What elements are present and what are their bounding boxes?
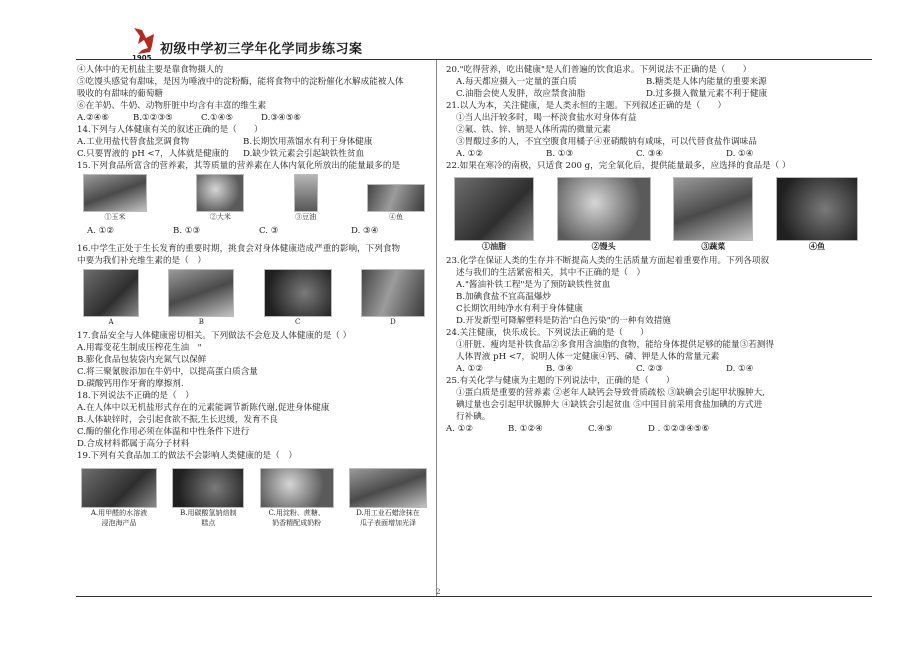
q18-option-d[interactable]: D.合成材料都属于高分子材料	[77, 439, 190, 449]
q15-image-rice	[196, 174, 244, 222]
q16-image-a[interactable]	[83, 269, 139, 327]
q23-stem-line1: 23.化学在保证人类的生存并不断提高人类的生活质量方面起着重要作用。下列各项叙	[446, 256, 770, 266]
fish-photo	[367, 184, 425, 212]
q16-caption-b: B	[198, 318, 204, 326]
q21-option-b[interactable]: B. ①③	[546, 149, 574, 159]
q16-stem-line1: 16.中学生正处于生长发育的重要时期，挑食会对身体健康造成严重的影响，下列食物	[77, 244, 401, 254]
rice-photo	[196, 174, 244, 212]
q21-statement-2: ②氟、铁、锌、钠是人体所需的微量元素	[456, 125, 611, 135]
q25-option-d[interactable]: D . ①②③④⑤⑥	[648, 424, 710, 434]
logo-year: 1905	[132, 54, 152, 62]
q16-photo-d	[361, 269, 425, 317]
q20-options-ab	[446, 76, 866, 88]
q23-option-d[interactable]: D.开发新型可降解塑料是防治"白色污染"的一种有效措施	[456, 316, 671, 326]
q22-photo-fish	[776, 177, 858, 241]
q19-caption-d-1: D.用工业石蜡涂抹在	[356, 509, 420, 517]
q16-photo-c	[264, 269, 332, 317]
q22-photo-vegetables	[673, 177, 753, 241]
q15-caption-3: ③豆油	[295, 213, 317, 221]
q16-image-c[interactable]	[264, 269, 332, 327]
q15-option-d[interactable]: D. ③④	[351, 226, 379, 236]
q19-photo-c	[260, 468, 334, 508]
q15-caption-4: ④鱼	[388, 213, 403, 221]
q17-stem: 17.食品安全与人体健康密切相关。下列做法不会危及人体健康的是（ ）	[77, 331, 352, 341]
q24-option-c[interactable]: C. ②③	[636, 364, 664, 374]
q14-option-c[interactable]: C.只要胃液的 pH <7，人体就是健康的	[77, 149, 229, 159]
q19-caption-c-1: C.用淀粉、蔗糖、	[268, 509, 325, 517]
q19-images	[77, 468, 431, 528]
school-logo-icon	[130, 26, 156, 62]
q15-image-corn	[83, 174, 147, 222]
q19-caption-a-2: 浸泡海产品	[101, 519, 137, 527]
q18-option-b[interactable]: B.人体缺锌时，会引起食欲不振,生长迟缓，发育不良	[77, 415, 278, 425]
q16-caption-a: A	[108, 318, 114, 326]
q22-stem: 22.如果在寒冷的南极，只适食 200 g，完全氧化后，提供能量最多，应选择的食品是（ ）	[446, 161, 791, 171]
q15-option-c[interactable]: C. ③	[259, 226, 279, 236]
q14-option-b[interactable]: B.长期饮用蒸馏水有利于身体健康	[243, 137, 373, 147]
q22-image-bun[interactable]	[557, 177, 651, 251]
right-column	[446, 64, 866, 435]
q15-image-oil	[294, 174, 318, 222]
q20-options-cd	[446, 88, 866, 100]
column-divider	[436, 60, 437, 596]
q16-photo-a	[83, 269, 139, 317]
q14-option-a[interactable]: A.工业用盐代替食盐烹调食物	[77, 137, 190, 147]
q20-stem: 20."吃得营养，吃出健康"是人们普遍的饮食追求。下列说法不正确的是（ ）	[446, 65, 752, 75]
q19-stem: 19.下列有关食品加工的做法不会影响人类健康的是（ ）	[77, 451, 297, 461]
q24-statement-1: ①肝脏、瘦肉是补铁食品②多食用含油脂的食物，能给身体提供足够的能量③若测得	[456, 340, 774, 350]
q17-option-b[interactable]: B.膨化食品包装袋内充氮气以保鲜	[77, 355, 207, 365]
q23-stem-line2: 述与我们的生活紧密相关，其中不正确的是（ ）	[456, 268, 646, 278]
q17-option-a[interactable]: A.用霉变花生制成压榨花生油 "	[77, 343, 202, 353]
q20-option-a[interactable]: A.每天都应摄入一定量的蛋白质	[456, 77, 577, 87]
q16-caption-c: C	[294, 318, 301, 326]
q18-option-c[interactable]: C.酶的催化作用必须在体温和中性条件下进行	[77, 427, 250, 437]
q19-image-d[interactable]	[349, 468, 427, 528]
q21-statement-3: ③胃酸过多的人，不宜空腹食用橘子④亚硝酸钠有咸味，可以代替食盐作调味品	[456, 137, 757, 147]
q19-caption-d-2: 瓜子表面增加光泽	[359, 519, 416, 527]
q19-caption-b-2: 糕点	[201, 519, 216, 527]
q14-stem: 14.下列与人体健康有关的叙述正确的是（ ）	[77, 125, 263, 135]
q16-image-d[interactable]	[361, 269, 425, 327]
q19-photo-a	[81, 468, 157, 508]
q17-option-c[interactable]: C.将三聚氰胺添加在牛奶中，以提高蛋白质含量	[77, 367, 258, 377]
q15-caption-1: ①玉米	[104, 213, 126, 221]
q21-option-a[interactable]: A. ①②	[456, 149, 484, 159]
statement-6: ⑥在羊奶、牛奶、动物肝脏中均含有丰富的维生素	[77, 101, 267, 111]
q22-photo-bun	[557, 177, 651, 241]
q21-stem: 21.以人为本，关注健康，是人类永恒的主题。下列叙述正确的是（ ）	[446, 101, 727, 111]
q23-option-b[interactable]: B.加碘食盐不宜高温爆炒	[456, 292, 551, 302]
q14-options-cd	[77, 148, 431, 160]
page-title: 初级中学初三学年化学同步练习案	[160, 42, 363, 57]
q17-option-d[interactable]: D.碳酸钙用作牙膏的摩擦剂.	[77, 379, 184, 389]
q20-option-d[interactable]: D.过多摄入微量元素不利于健康	[646, 89, 768, 99]
q15-stem: 15.下列食品所富含的营养素，其等质量的营养素在人体内氧化所放出的能量最多的是	[77, 161, 401, 171]
header-rule	[76, 59, 872, 60]
q24-option-b[interactable]: B. ③④	[546, 364, 574, 374]
q13-option-b[interactable]: B.①②③⑤	[133, 113, 173, 123]
q22-photo-oil	[454, 177, 534, 241]
q23-option-a[interactable]: A."酱油补铁工程"是为了预防缺铁性贫血	[456, 280, 611, 290]
q21-statement-1: ①当人出汗较多时，喝一杯淡食盐水对身体有益	[456, 113, 637, 123]
q15-image-fish	[367, 174, 425, 222]
q13-option-c[interactable]: C.①④⑤	[201, 113, 234, 123]
q15-option-a[interactable]: A. ①②	[87, 226, 115, 236]
q18-option-a[interactable]: A.在人体中以无机盐形式存在的元素能调节新陈代谢,促进身体健康	[77, 403, 330, 413]
q19-photo-b	[172, 468, 244, 508]
q23-option-c[interactable]: C长期饮用纯净水有利于身体健康	[456, 304, 583, 314]
q22-image-oil[interactable]	[454, 177, 534, 251]
q15-options	[77, 225, 431, 237]
page-number: 2	[436, 588, 441, 596]
q21-option-d[interactable]: D. ①④	[726, 149, 754, 159]
statement-5-line2: 吸收的有甜味的葡萄糖	[77, 89, 163, 99]
q18-stem: 18.下列说法不正确的是（ ）	[77, 391, 194, 401]
q25-statement-2: 碘过量也会引起甲状腺肿大 ④缺铁会引起贫血 ⑤中国目前采用食盐加碘的方式进	[456, 400, 763, 410]
q15-images	[77, 174, 431, 222]
q19-image-a[interactable]	[81, 468, 157, 528]
q15-option-b[interactable]: B. ①③	[173, 226, 201, 236]
statement-4: ④人体中的无机盐主要是靠食物摄人的	[77, 65, 224, 75]
q21-option-c[interactable]: C. ③④	[636, 149, 664, 159]
q22-caption-3: ③蔬菜	[701, 241, 726, 251]
oil-photo	[294, 174, 318, 212]
page-header	[130, 26, 430, 62]
q16-caption-d: D	[390, 318, 396, 326]
q19-caption-c-2: 奶香精配成奶粉	[272, 519, 322, 527]
q22-image-fish[interactable]	[776, 177, 858, 251]
q16-image-b[interactable]	[168, 269, 234, 327]
q22-caption-2: ②馒头	[591, 241, 616, 251]
statement-5-line1: ⑤吃馒头感觉有甜味，是因为唾液中的淀粉酶，能将食物中的淀粉催化水解成能被人体	[77, 77, 404, 87]
q19-image-c[interactable]	[260, 468, 334, 528]
q20-option-b[interactable]: B.糖类是人体内能量的重要来源	[646, 77, 767, 87]
q19-image-b[interactable]	[172, 468, 244, 528]
q19-caption-a-1: A.用甲醛的水溶液	[90, 509, 148, 517]
q25-option-c[interactable]: C.④⑤	[588, 424, 613, 434]
corn-photo	[83, 174, 147, 212]
q24-option-a[interactable]: A. ①②	[456, 364, 484, 374]
q16-photo-b	[168, 269, 234, 317]
q24-stem: 24.关注健康，快乐成长。下列说法正确的是（ ）	[446, 328, 649, 338]
q19-photo-d	[349, 468, 427, 508]
q25-stem: 25.有关化学与健康为主题的下列说法中，正确的是（ ）	[446, 376, 675, 386]
left-column	[77, 64, 431, 531]
q15-caption-2: ②大米	[209, 213, 231, 221]
q25-statement-3: 行补碘。	[456, 412, 491, 422]
q19-caption-b-1: B.用碳酸氢钠焙制	[180, 509, 237, 517]
q13-option-d[interactable]: D.③④⑤⑥	[261, 113, 302, 123]
q21-options	[446, 148, 866, 160]
q24-statement-2: 人体胃液 pH <7，说明人体一定健康④钙、磷、钾是人体的常量元素	[456, 352, 720, 362]
q22-caption-1: ①油脂	[482, 241, 506, 251]
q13-options	[77, 112, 431, 124]
q25-options	[446, 423, 866, 435]
q25-option-a[interactable]: A. ①②	[446, 424, 474, 434]
q14-options-ab	[77, 136, 431, 148]
q25-statement-1: ①蛋白质是重要的营养素 ②老年人缺钙会导致骨质疏松 ③缺碘会引起甲状腺肿大,	[456, 388, 765, 398]
q22-images	[446, 177, 866, 251]
q24-options	[446, 363, 866, 375]
q24-option-d[interactable]: D. ①④	[726, 364, 754, 374]
q13-option-a[interactable]: A.②④⑥	[77, 113, 110, 123]
q20-option-c[interactable]: C.油脂会使人发胖，故应禁食油脂	[456, 89, 586, 99]
q14-option-d[interactable]: D.缺少铁元素会引起缺铁性贫血	[243, 149, 365, 159]
q22-image-vegetables[interactable]	[673, 177, 753, 251]
footer-rule	[76, 596, 872, 597]
q16-images	[77, 269, 431, 327]
q16-stem-line2: 中要为我们补充维生素的是（ ）	[77, 256, 206, 266]
q25-option-b[interactable]: B. ①②④	[508, 424, 543, 434]
q22-caption-4: ④鱼	[808, 241, 825, 251]
